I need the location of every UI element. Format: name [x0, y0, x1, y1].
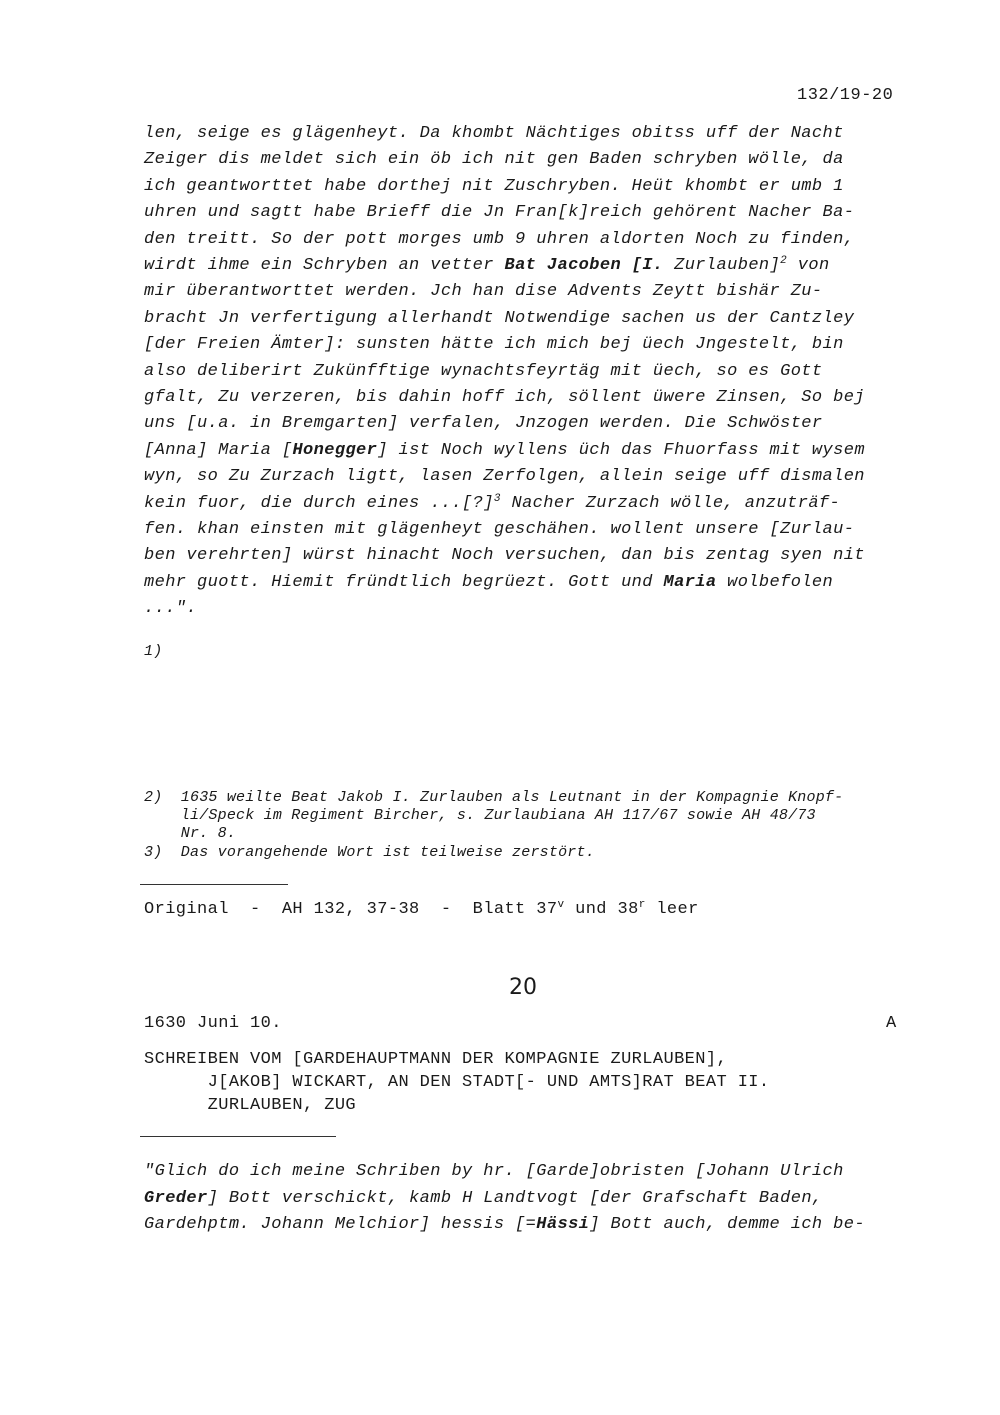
original-ref-suffix: leer: [645, 900, 699, 919]
text-span: ] ist Noch wyllens üch das Fhuorfass mit wysem: [377, 440, 865, 460]
original-ref-sup-verso: v: [557, 899, 565, 911]
heading-line: SCHREIBEN VOM [GARDEHAUPTMANN DER KOMPAGNIE ZURLAUBEN],: [144, 1050, 728, 1069]
separator-rule: [140, 884, 288, 885]
text-span: ] Bott auch, demme ich be-: [589, 1215, 865, 1234]
heading-line: ZURLAUBEN, ZUG: [144, 1096, 357, 1115]
text-line: [144, 230, 854, 249]
text-line: [144, 573, 833, 592]
text-span: also deliberirt Zukünfftige wynachtsfeyrtäg mit üech, so es Gott: [144, 361, 823, 381]
original-ref-middle: und 38: [564, 900, 639, 919]
text-line: [144, 282, 823, 301]
text-line: [144, 388, 865, 407]
text-span: [der Freien Ämter]: sunsten hätte ich mich bej üech Jngestelt, bin: [144, 335, 844, 355]
footnote-2-line: 2) 1635 weilte Beat Jakob I. Zurlauben als Leutnant in der Kompagnie Knopf-: [144, 789, 844, 806]
text-line: [144, 124, 844, 143]
text-span: len, seige es glägenheyt. Da khombt Nächtiges obitss uff der Nacht: [144, 124, 844, 143]
text-span: wolbefolen: [716, 572, 834, 592]
heading-separator-rule: [140, 1136, 336, 1137]
original-reference: [144, 900, 699, 919]
text-line: [144, 256, 830, 275]
bold-name: Maria: [663, 572, 717, 592]
original-ref-prefix: Original - AH 132, 37-38 - Blatt 37: [144, 900, 558, 919]
text-span: Nacher Zurzach wölle, anzuträf-: [500, 493, 841, 513]
text-span: mehr guott. Hiemit fründtlich begrüezt. Gott und: [144, 572, 664, 592]
text-span: Zurlauben]: [663, 256, 781, 275]
text-line: [144, 1215, 865, 1234]
footnote-3: 3) Das vorangehende Wort ist teilweise zerstört.: [144, 844, 595, 861]
bold-name: Greder: [144, 1188, 208, 1208]
text-line: [144, 414, 823, 433]
text-span: ...".: [144, 599, 198, 619]
text-span: [Anna] Maria [: [144, 440, 293, 460]
bold-name: Hässi: [536, 1215, 590, 1234]
text-span: ] Bott verschickt, kamb H Landtvogt [der Grafschaft Baden,: [207, 1188, 823, 1208]
heading-line: J[AKOB] WICKART, AN DEN STADT[- UND AMTS]RAT BEAT II.: [144, 1073, 770, 1092]
text-line: [144, 150, 844, 169]
text-span: fen. khan einsten mit glägenheyt geschähen. wollent unsere [Zurlau-: [144, 520, 855, 539]
page-number: 132/19-20: [797, 86, 894, 105]
text-line: [144, 441, 865, 460]
document-type-letter: A: [886, 1014, 897, 1033]
text-line: [144, 520, 854, 539]
text-span: mir überantworttet werden. Jch han dise Advents Zeytt bishär Zu-: [144, 282, 823, 302]
text-span: Zeiger dis meldet sich ein öb ich nit gen Baden schryben wölle, da: [144, 150, 844, 170]
text-line: [144, 1189, 823, 1208]
text-line: [144, 309, 854, 328]
text-span: "Glich do ich meine Schriben by hr. [Garde]obristen [Johann Ulrich: [144, 1162, 844, 1181]
footnote-2-line: Nr. 8.: [144, 825, 237, 842]
original-ref-sup-recto: r: [638, 899, 646, 911]
text-line: [144, 335, 844, 354]
text-span: ich geantworttet habe dorthej nit Zuschryben. Heüt khombt er umb 1: [144, 176, 844, 196]
text-line: [144, 546, 865, 565]
footnote-marker: 2: [780, 255, 788, 267]
text-line: [144, 203, 854, 222]
text-span: von: [787, 256, 830, 275]
footnote-2-line: li/Speck im Regiment Bircher, s. Zurlaubiana AH 117/67 sowie AH 48/73: [144, 807, 816, 824]
text-span: ben verehrten] würst hinacht Noch versuchen, dan bis zentag syen nit: [144, 546, 865, 566]
text-span: uns [u.a. in Bremgarten] verfalen, Jnzogen werden. Die Schwöster: [144, 414, 823, 434]
footnote-marker: 3: [493, 492, 501, 505]
text-span: uhren und sagtt habe Brieff die Jn Fran[k]reich gehörent Nacher Ba-: [144, 203, 855, 223]
text-span: kein fuor, die durch eines ...[?]: [144, 493, 494, 513]
bold-name: Bat Jacoben [I.: [504, 256, 664, 275]
bold-name: Honegger: [292, 440, 378, 460]
text-span: bracht Jn verfertigung allerhandt Notwendige sachen us der Cantzley: [144, 308, 855, 328]
text-span: wirdt ihme ein Schryben an vetter: [144, 256, 505, 275]
text-span: wyn, so Zu Zurzach ligtt, lasen Zerfolgen, allein seige uff dismalen: [144, 467, 865, 487]
text-line: [144, 467, 865, 486]
text-span: gfalt, Zu verzeren, bis dahin hoff ich, söllent üwere Zinsen, So bej: [144, 388, 865, 407]
document-number: 20: [509, 975, 537, 1000]
text-span: den treitt. So der pott morges umb 9 uhren aldorten Noch zu finden,: [144, 229, 855, 249]
text-line: [144, 362, 823, 381]
text-line: [144, 599, 197, 618]
text-line: [144, 177, 844, 196]
text-line: [144, 1162, 844, 1181]
text-line: [144, 494, 840, 513]
footnote-1: 1): [144, 643, 163, 660]
document-date: 1630 Juni 10.: [144, 1014, 282, 1033]
text-span: Gardehptm. Johann Melchior] hessis [=: [144, 1215, 537, 1234]
